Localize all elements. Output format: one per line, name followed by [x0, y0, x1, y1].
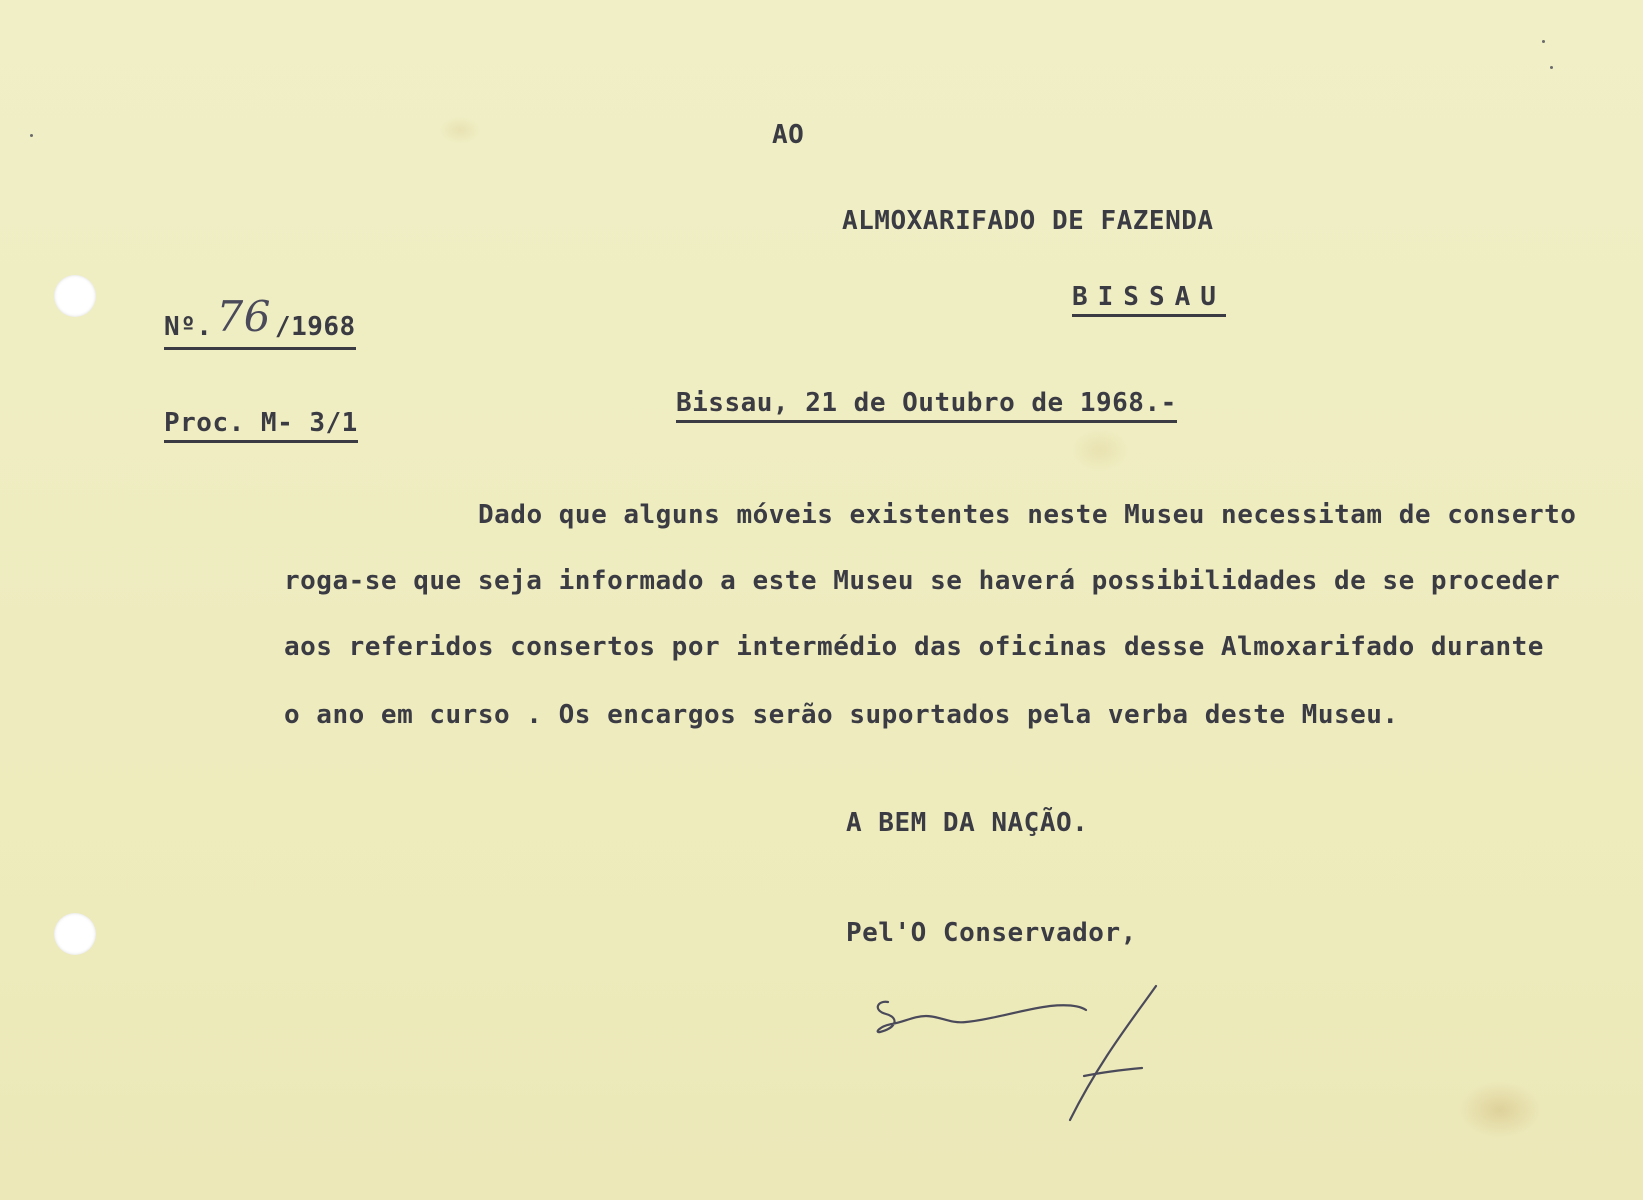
- recipient-prefix: AO: [772, 120, 805, 150]
- process-number: Proc. M- 3/1: [164, 408, 358, 443]
- reference-number-year: /1968: [274, 312, 356, 342]
- signer-title: Pel'O Conservador,: [846, 918, 1137, 948]
- recipient-city: BISSAU: [1072, 282, 1226, 317]
- closing-salutation: A BEM DA NAÇÃO.: [846, 808, 1089, 838]
- punch-hole-top: [54, 275, 96, 317]
- body-line-3: aos referidos consertos por intermédio das oficinas desse Almoxarifado durante: [284, 632, 1544, 662]
- reference-number: [164, 292, 356, 350]
- punch-hole-bottom: [54, 913, 96, 955]
- margin-mark: [30, 134, 33, 137]
- handwritten-signature: [870, 980, 1170, 1130]
- margin-mark: [1550, 66, 1553, 69]
- body-line-2: roga-se que seja informado a este Museu se haverá possibilidades de se proceder: [284, 566, 1561, 596]
- body-line-4: o ano em curso . Os encargos serão suportados pela verba deste Museu.: [284, 700, 1399, 730]
- reference-number-handwritten: 76: [216, 292, 271, 341]
- letter-date: Bissau, 21 de Outubro de 1968.-: [676, 388, 1177, 423]
- reference-number-prefix: Nº.: [164, 312, 213, 342]
- margin-mark: [1542, 40, 1545, 43]
- recipient-name: ALMOXARIFADO DE FAZENDA: [842, 206, 1214, 236]
- body-line-1: Dado que alguns móveis existentes neste Museu necessitam de conserto: [478, 500, 1577, 530]
